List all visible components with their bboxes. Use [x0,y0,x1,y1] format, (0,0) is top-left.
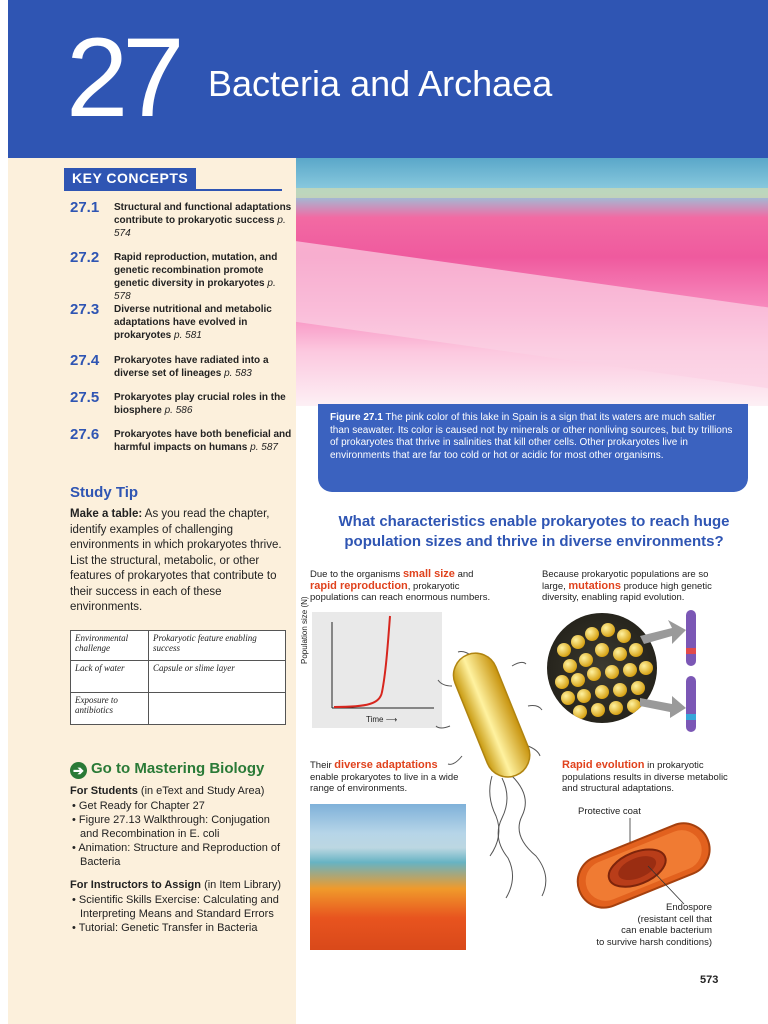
concept-text: Prokaryotes have both beneficial and harmful impacts on humans p. 587 [114,429,292,453]
evolution-panel-text: Rapid evolution in prokaryotic populations results in diverse metabolic and structural adaptations. [562,759,728,794]
mastering-biology-link[interactable]: ➔ Go to Mastering Biology [70,760,264,779]
list-item[interactable]: • Scientific Skills Exercise: Calculating and Interpreting Means and Standard Errors [70,893,290,921]
key-concepts-heading: KEY CONCEPTS [64,168,196,190]
protective-coat-label: Protective coat [578,806,641,817]
instructors-heading: For Instructors to Assign (in Item Library) [70,879,282,891]
chapter-number: 27 [66,15,179,140]
chapter-header [8,0,768,158]
size-panel-text: Due to the organisms small size and rapid reproduction, prokaryotic populations can reach enormous numbers. [310,568,491,603]
pink-lake-photo [296,158,768,406]
concept-page: p. 574 [114,215,286,239]
page-number: 573 [700,974,719,986]
study-tip-table [70,630,286,725]
students-heading: For Students (in eText and Study Area) [70,785,265,797]
concept-text: Rapid reproduction, mutation, and genetic recombination promote genetic diversity in prokaryotes p. 578 [114,252,278,302]
list-item[interactable]: • Get Ready for Chapter 27 [70,799,290,813]
instructors-list [70,893,290,935]
key-concepts-rule [64,189,282,191]
graph-y-label: Population size (N) [300,596,309,664]
table-cell: Lack of water [71,661,149,693]
concept-number: 27.6 [70,426,100,443]
endospore-label: Endospore (resistant cell that can enable bacterium to survive harsh conditions) [596,902,712,948]
adaptation-panel-text: Their diverse adaptations enable prokaryotes to live in a wide range of environments. [310,759,459,794]
figure-caption: Figure 27.1 The pink color of this lake in Spain is a sign that its waters are much saltier than seawater. Its color is caused not by minerals or other nonliving sources, but by trillions of prokaryotes that thrive in salinities that kill other cells. Other prokaryotes live in environments that are far too cold or hot or acidic for most other organisms. [318,404,748,492]
table-cell: Capsule or slime layer [149,661,286,693]
concept-page: p. 578 [114,278,276,302]
concept-text: Prokaryotes have radiated into a diverse set of lineages p. 583 [114,355,269,379]
students-list [70,799,290,869]
concept-page: p. 586 [164,405,193,416]
chapter-question: What characteristics enable prokaryotes to reach huge population sizes and thrive in diverse environments? [338,513,730,550]
concept-text: Prokaryotes play crucial roles in the biosphere p. 586 [114,392,286,416]
table-header: Prokaryotic feature enabling success [149,631,286,661]
study-tip-body: Make a table: As you read the chapter, identify examples of challenging environments in which prokaryotes thrive. List the structural, metabolic, or other features of prokaryotes that contribute to their success in each of these environments. [70,508,282,613]
list-item[interactable]: • Figure 27.13 Walkthrough: Conjugation and Recombination in E. coli [70,813,290,841]
graph-x-label: Time ⟶ [366,715,398,724]
concept-text: Diverse nutritional and metabolic adaptations have evolved in prokaryotes p. 581 [114,304,272,341]
concept-page: p. 581 [174,330,202,341]
mutation-panel-text: Because prokaryotic populations are so large, mutations produce high genetic diversity, enabling rapid evolution. [542,569,712,603]
hot-spring-photo [310,804,466,950]
label-leader-lines [600,818,720,908]
concept-number: 27.4 [70,352,100,369]
table-cell: Exposure to antibiotics [71,693,149,725]
table-header: Environmental challenge [71,631,149,661]
table-cell [149,693,286,725]
concept-page: p. 583 [224,368,252,379]
chapter-title: Bacteria and Archaea [208,63,553,104]
list-item[interactable]: • Tutorial: Genetic Transfer in Bacteria [70,921,290,935]
population-growth-graph [312,612,442,728]
study-tip-heading: Study Tip [70,484,139,501]
list-item[interactable]: • Animation: Structure and Reproduction of Bacteria [70,841,290,869]
concept-text: Structural and functional adaptations contribute to prokaryotic success p. 574 [114,202,292,239]
mutation-arrows [630,606,710,736]
concept-number: 27.2 [70,249,100,266]
arrow-right-icon: ➔ [70,762,87,779]
concept-page: p. 587 [250,442,278,453]
concept-number: 27.1 [70,199,100,216]
concept-number: 27.5 [70,389,100,406]
concept-number: 27.3 [70,301,100,318]
